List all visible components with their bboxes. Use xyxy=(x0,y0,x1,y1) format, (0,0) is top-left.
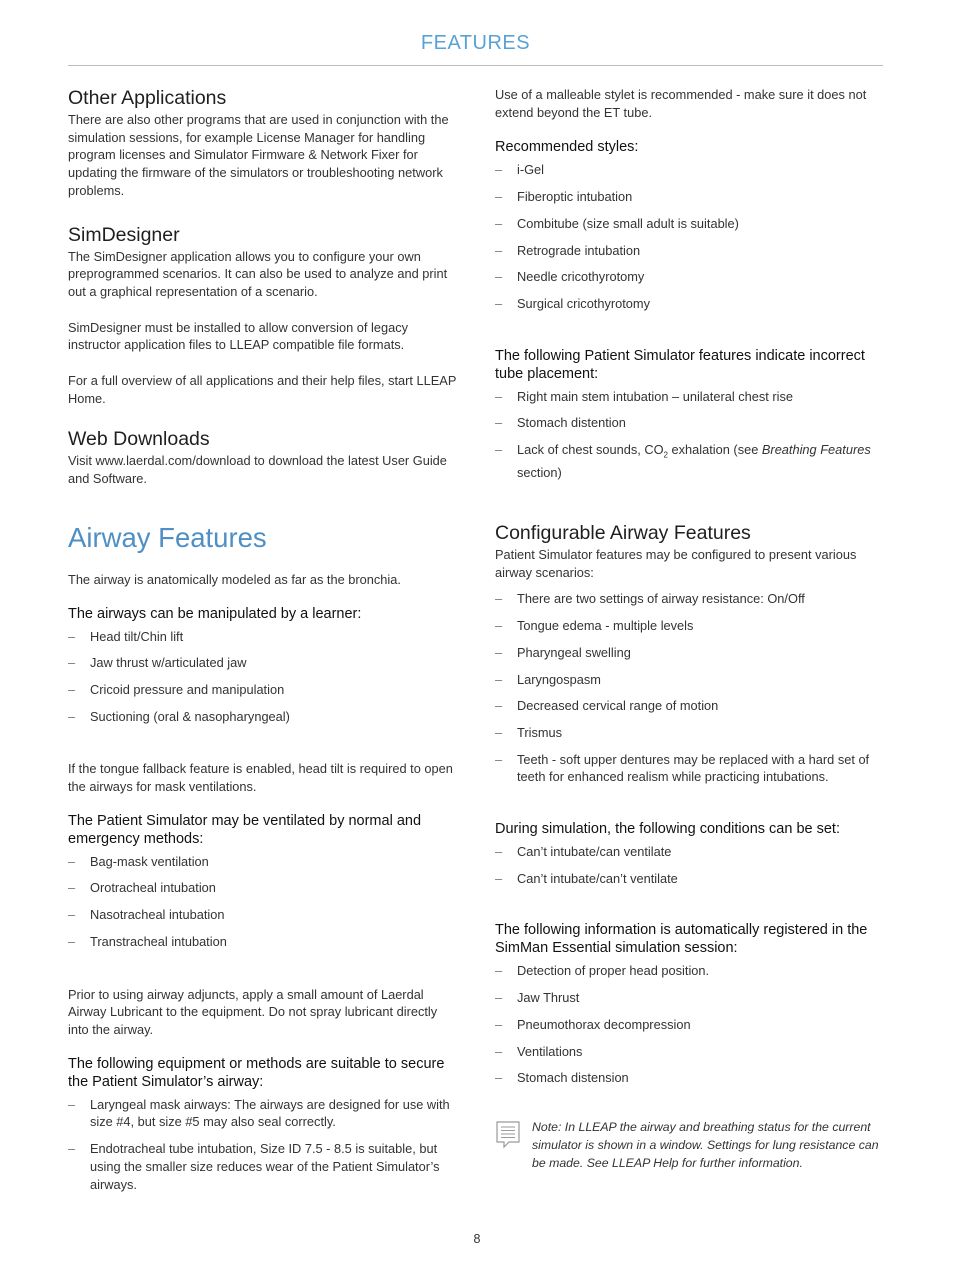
list-item: – Orotracheal intubation xyxy=(68,879,458,897)
list-item: – Transtracheal intubation xyxy=(68,933,458,951)
list-item: – Fiberoptic intubation xyxy=(495,188,887,206)
list-item: – Combitube (size small adult is suitable) xyxy=(495,215,887,233)
list-item: – Pneumothorax decompression xyxy=(495,1016,887,1034)
breathing-features-ref: Breathing Features xyxy=(761,442,871,458)
incorrect-placement-heading: The following Patient Simulator features indicate incorrect tube placement: xyxy=(495,347,865,382)
list-item: – Needle cricothyrotomy xyxy=(495,268,887,286)
equipment-list xyxy=(68,1096,458,1194)
simdesigner-heading: SimDesigner xyxy=(68,223,180,246)
list-item: – Right main stem intubation – unilateral chest rise xyxy=(495,388,887,406)
list-item: – Nasotracheal intubation xyxy=(68,906,458,924)
note-box xyxy=(495,1118,887,1172)
list-item: – Can’t intubate/can’t ventilate xyxy=(495,870,887,888)
list-item: – There are two settings of airway resistance: On/Off xyxy=(495,590,887,608)
ventilation-list xyxy=(68,853,458,951)
list-item: – Surgical cricothyrotomy xyxy=(495,295,887,313)
configurable-airway-intro: Patient Simulator features may be configured to present various airway scenarios: xyxy=(495,546,857,580)
list-item: – Jaw thrust w/articulated jaw xyxy=(68,654,458,672)
list-item: – Endotracheal tube intubation, Size ID 7.5 - 8.5 is suitable, but using the smaller size reduces wear of the Patient Simulator’s airways. xyxy=(68,1140,458,1193)
section-title: FEATURES xyxy=(420,32,531,54)
list-item: – Cricoid pressure and manipulation xyxy=(68,681,458,699)
lubricant-text: Prior to using airway adjuncts, apply a small amount of Laerdal Airway Lubricant to the equipment. Do not spray lubricant directly into the airway. xyxy=(68,986,438,1037)
list-item: – Pharyngeal swelling xyxy=(495,644,887,662)
list-item: – Bag-mask ventilation xyxy=(68,853,458,871)
page-header xyxy=(68,30,883,66)
list-item: – Trismus xyxy=(495,724,887,742)
note-icon xyxy=(495,1120,521,1150)
recommended-styles-list xyxy=(495,161,887,312)
list-item: – Tongue edema - multiple levels xyxy=(495,617,887,635)
list-item: – Detection of proper head position. xyxy=(495,962,887,980)
list-item: – i-Gel xyxy=(495,161,887,179)
other-applications-text: There are also other programs that are used in conjunction with the simulation sessions, for example License Manager for handling program licenses and Simulator Firmware & Network Fixer for updating the firmware of the simulators or troubleshooting network problems. xyxy=(68,112,449,198)
manipulation-heading: The airways can be manipulated by a learner: xyxy=(68,605,362,622)
ventilation-heading: The Patient Simulator may be ventilated by normal and emergency methods: xyxy=(68,812,422,847)
airway-features-heading: Airway Features xyxy=(68,521,267,553)
list-item xyxy=(495,441,887,482)
conditions-list xyxy=(495,843,887,887)
list-item: – Stomach distention xyxy=(495,414,887,432)
note-text: Note: In LLEAP the airway and breathing status for the current simulator is shown in a window. Settings for lung resistance can be made. See LLEAP Help for further information. xyxy=(532,1119,879,1170)
simdesigner-text-1: The SimDesigner application allows you to configure your own preprogrammed scenarios. It can also be used to analyze and print out a graphical representation of a scenario. xyxy=(68,248,448,299)
manipulation-list xyxy=(68,628,458,726)
list-item: – Laryngospasm xyxy=(495,671,887,689)
registered-info-heading: The following information is automatically registered in the SimMan Essential simulation session: xyxy=(495,922,868,957)
left-column xyxy=(68,86,458,1202)
equipment-heading: The following equipment or methods are suitable to secure the Patient Simulator’s airway: xyxy=(68,1055,445,1090)
simdesigner-text-3: For a full overview of all applications and their help files, start LLEAP Home. xyxy=(68,373,457,406)
configurable-airway-heading: Configurable Airway Features xyxy=(495,521,751,544)
other-applications-heading: Other Applications xyxy=(68,87,227,109)
list-item: – Decreased cervical range of motion xyxy=(495,697,887,715)
co2-subscript: 2 xyxy=(663,450,668,460)
right-column xyxy=(495,86,887,1172)
recommended-styles-heading: Recommended styles: xyxy=(495,139,639,156)
list-item: – Teeth - soft upper dentures may be replaced with a hard set of teeth for enhanced realism while practicing intubations. xyxy=(495,751,887,786)
list-item: – Laryngeal mask airways: The airways are designed for use with size #4, but size #5 may also seal correctly. xyxy=(68,1096,458,1131)
list-item: – Head tilt/Chin lift xyxy=(68,628,458,646)
section-text: section) xyxy=(517,465,562,481)
airway-intro: The airway is anatomically modeled as far as the bronchia. xyxy=(68,571,401,587)
stylet-text: Use of a malleable stylet is recommended - make sure it does not extend beyond the ET tube. xyxy=(495,87,867,120)
page-number: 8 xyxy=(473,1232,481,1246)
incorrect-placement-list xyxy=(495,388,887,482)
co2-text: Lack of chest sounds, CO xyxy=(517,442,664,458)
list-item: – Stomach distension xyxy=(495,1069,887,1087)
conditions-heading: During simulation, the following conditions can be set: xyxy=(495,821,840,838)
list-item: – Can’t intubate/can ventilate xyxy=(495,843,887,861)
list-item: – Jaw Thrust xyxy=(495,989,887,1007)
list-item: – Suctioning (oral & nasopharyngeal) xyxy=(68,708,458,726)
registered-info-list xyxy=(495,962,887,1087)
list-item: – Ventilations xyxy=(495,1043,887,1061)
web-downloads-heading: Web Downloads xyxy=(68,428,210,451)
simdesigner-text-2: SimDesigner must be installed to allow conversion of legacy instructor application files to LLEAP compatible file formats. xyxy=(68,319,408,353)
web-downloads-text: Visit www.laerdal.com/download to download the latest User Guide and Software. xyxy=(68,453,447,487)
list-item: – Retrograde intubation xyxy=(495,242,887,260)
tongue-fallback-text: If the tongue fallback feature is enabled, head tilt is required to open the airways for mask ventilations. xyxy=(68,761,453,795)
exhalation-text: exhalation (see xyxy=(667,442,762,458)
configurable-airway-list xyxy=(495,590,887,786)
